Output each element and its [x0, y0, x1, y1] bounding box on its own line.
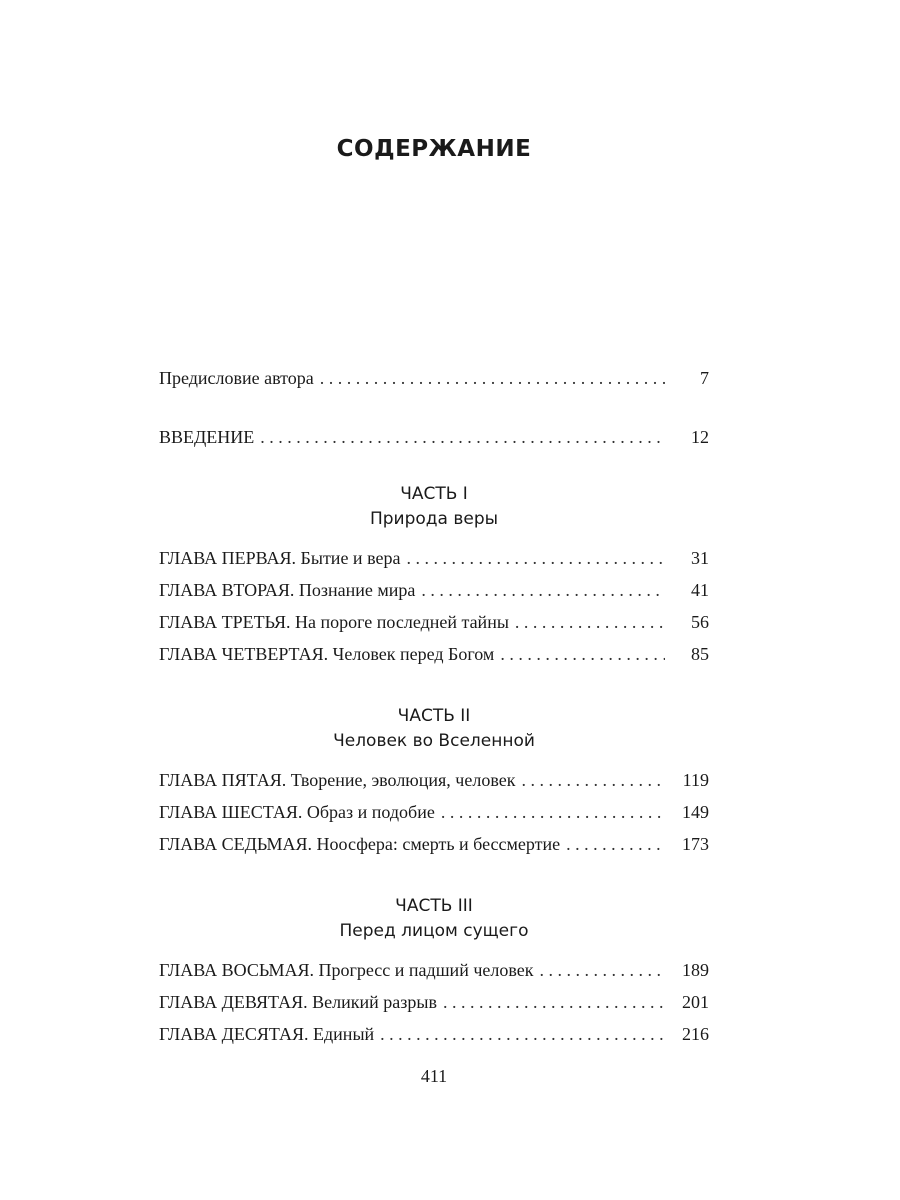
dot-leader [443, 990, 665, 1014]
toc-entry-page: 85 [691, 644, 709, 664]
toc-entry-chapter [159, 578, 709, 602]
toc-entry-page: 12 [691, 427, 709, 447]
dot-leader [566, 832, 665, 856]
dot-leader [515, 610, 665, 634]
toc-entry-chapter [159, 610, 709, 634]
toc-entry-label: ГЛАВА ДЕСЯТАЯ. Единый [159, 1024, 375, 1044]
page-number: 411 [420, 1066, 448, 1086]
part-label: ЧАСТЬ I [400, 484, 468, 504]
part-label: ЧАСТЬ III [395, 896, 473, 916]
dot-leader [441, 800, 665, 824]
toc-entry-page: 41 [691, 580, 709, 600]
part-label: ЧАСТЬ II [397, 706, 471, 726]
toc-entry-preface [159, 366, 709, 390]
dot-leader [500, 642, 665, 666]
toc-entry-label: ГЛАВА ВТОРАЯ. Познание мира [159, 580, 416, 600]
toc-entry-label: ВВЕДЕНИЕ [159, 427, 255, 447]
page-title: СОДЕРЖАНИЕ [336, 136, 532, 162]
toc-entry-label: ГЛАВА ПЯТАЯ. Творение, эволюция, человек [159, 770, 516, 790]
toc-entry-page: 7 [700, 368, 709, 388]
toc-entry-chapter [159, 800, 709, 824]
dot-leader [539, 958, 665, 982]
toc-entry-label: ГЛАВА ЧЕТВЕРТАЯ. Человек перед Богом [159, 644, 495, 664]
toc-entry-label: ГЛАВА ДЕВЯТАЯ. Великий разрыв [159, 992, 437, 1012]
dot-leader [380, 1022, 665, 1046]
toc-entry-chapter [159, 1022, 709, 1046]
dot-leader [260, 425, 665, 449]
dot-leader [406, 546, 665, 570]
toc-entry-introduction [159, 425, 709, 449]
toc-entry-page: 173 [682, 834, 709, 854]
dot-leader [521, 768, 665, 792]
toc-entry-chapter [159, 958, 709, 982]
toc-entry-page: 56 [691, 612, 709, 632]
toc-entry-label: ГЛАВА ШЕСТАЯ. Образ и подобие [159, 802, 435, 822]
toc-entry-label: ГЛАВА ТРЕТЬЯ. На пороге последней тайны [159, 612, 509, 632]
toc-entry-page: 189 [682, 960, 709, 980]
dot-leader [320, 366, 665, 390]
part-title: Человек во Вселенной [333, 731, 535, 751]
part-title: Перед лицом сущего [339, 921, 529, 941]
toc-entry-page: 31 [691, 548, 709, 568]
toc-entry-chapter [159, 642, 709, 666]
part-title: Природа веры [369, 509, 499, 529]
toc-entry-label: ГЛАВА ПЕРВАЯ. Бытие и вера [159, 548, 401, 568]
toc-entry-chapter [159, 990, 709, 1014]
toc-entry-page: 201 [682, 992, 709, 1012]
toc-entry-label: Предисловие автора [159, 368, 314, 388]
dot-leader [421, 578, 665, 602]
toc-entry-label: ГЛАВА СЕДЬМАЯ. Ноосфера: смерть и бессмертие [159, 834, 561, 854]
toc-entry-page: 216 [682, 1024, 709, 1044]
toc-entry-chapter [159, 546, 709, 570]
toc-entry-page: 119 [682, 770, 709, 790]
toc-entry-chapter [159, 768, 709, 792]
toc-entry-page: 149 [682, 802, 709, 822]
toc-entry-chapter [159, 832, 709, 856]
toc-entry-label: ГЛАВА ВОСЬМАЯ. Прогресс и падший человек [159, 960, 534, 980]
